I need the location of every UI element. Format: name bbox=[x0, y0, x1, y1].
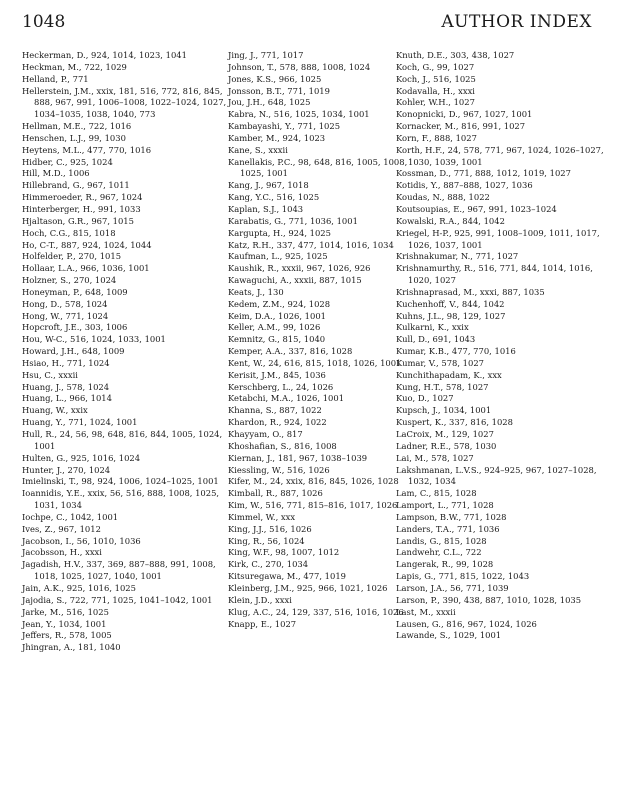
index-entry: Kemnitz, G., 815, 1040 bbox=[228, 334, 326, 345]
index-entry: Krishnaprasad, M., xxxi, 887, 1035 bbox=[396, 286, 545, 297]
index-entry: Kuchenhoff, V., 844, 1042 bbox=[396, 298, 505, 309]
index-column-3 bbox=[396, 50, 611, 642]
index-entry: Jacobson, I., 56, 1010, 1036 bbox=[22, 535, 141, 546]
index-entry: Kaplan, S.J., 1043 bbox=[228, 203, 304, 214]
index-entry: Jonsson, B.T., 771, 1019 bbox=[228, 85, 330, 96]
page-title: AUTHOR INDEX bbox=[441, 12, 592, 32]
index-entry: Hsu, C., xxxii bbox=[22, 369, 78, 380]
index-entry: Ives, Z., 967, 1012 bbox=[22, 523, 101, 534]
index-entry: Koch, G., 99, 1027 bbox=[396, 61, 475, 72]
index-entry: Landwehr, C.L., 722 bbox=[396, 547, 482, 558]
index-entry: Krishnamurthy, R., 516, 771, 844, 1014, 1016, 1020, 1027 bbox=[396, 263, 593, 286]
index-entry: Henschen, L.J., 99, 1030 bbox=[22, 132, 126, 143]
index-entry: Jeffers, R., 578, 1005 bbox=[22, 630, 112, 641]
index-entry: Jou, J.H., 648, 1025 bbox=[228, 97, 311, 108]
index-entry: Larson, P., 390, 438, 887, 1010, 1028, 1035 bbox=[396, 594, 582, 605]
index-entry: Jones, K.S., 966, 1025 bbox=[228, 73, 322, 84]
index-entry: Jean, Y., 1034, 1001 bbox=[22, 618, 107, 629]
index-entry: Jarke, M., 516, 1025 bbox=[22, 606, 109, 617]
index-entry: Kaufman, L., 925, 1025 bbox=[228, 251, 328, 262]
page-number: 1048 bbox=[22, 12, 66, 32]
index-entry: Landers, T.A., 771, 1036 bbox=[396, 523, 500, 534]
index-entry: Kumar, V., 578, 1027 bbox=[396, 357, 484, 368]
index-entry: Kitsuregawa, M., 477, 1019 bbox=[228, 571, 346, 582]
index-entry: King, J.J., 516, 1026 bbox=[228, 523, 312, 534]
index-entry: Hopcroft, J.E., 303, 1006 bbox=[22, 322, 128, 333]
index-entry: Huang, J., 578, 1024 bbox=[22, 381, 110, 392]
index-entry: Kabra, N., 516, 1025, 1034, 1001 bbox=[228, 109, 370, 120]
index-entry: Lam, C., 815, 1028 bbox=[396, 488, 477, 499]
index-entry: Heytens, M.L., 477, 770, 1016 bbox=[22, 144, 152, 155]
index-entry: Kossman, D., 771, 888, 1012, 1019, 1027 bbox=[396, 168, 571, 179]
index-entry: Hollaar, L.A., 966, 1036, 1001 bbox=[22, 263, 150, 274]
index-entry: Hoch, C.G., 815, 1018 bbox=[22, 227, 116, 238]
index-entry: Jajodia, S., 722, 771, 1025, 1041–1042, 1001 bbox=[22, 594, 213, 605]
index-entry: Lausen, G., 816, 967, 1024, 1026 bbox=[396, 618, 537, 629]
index-entry: Kiernan, J., 181, 967, 1038–1039 bbox=[228, 452, 368, 463]
index-entry: LaCroix, M., 129, 1027 bbox=[396, 429, 494, 439]
index-column-2 bbox=[228, 50, 415, 630]
index-entry: King, R., 56, 1024 bbox=[228, 535, 305, 546]
index-entry: Kambayashi, Y., 771, 1025 bbox=[228, 121, 341, 132]
index-entry: Karabatis, G., 771, 1036, 1001 bbox=[228, 215, 358, 226]
index-entry: Heckman, M., 722, 1029 bbox=[22, 61, 127, 72]
index-entry: Kamber, M., 924, 1023 bbox=[228, 132, 326, 143]
index-entry: Howard, J.H., 648, 1009 bbox=[22, 346, 125, 357]
index-entry: Kuspert, K., 337, 816, 1028 bbox=[396, 417, 513, 428]
index-entry: Kupsch, J., 1034, 1001 bbox=[396, 405, 492, 416]
index-entry: Kotidis, Y., 887–888, 1027, 1036 bbox=[396, 180, 533, 191]
index-entry: Kimball, R., 887, 1026 bbox=[228, 488, 323, 499]
index-entry: Helland, P., 771 bbox=[22, 73, 89, 84]
index-entry: Hulten, G., 925, 1016, 1024 bbox=[22, 452, 141, 463]
index-entry: Kemper, A.A., 337, 816, 1028 bbox=[228, 346, 353, 357]
index-entry: Landis, G., 815, 1028 bbox=[396, 535, 487, 546]
index-entry: Huang, Y., 771, 1024, 1001 bbox=[22, 417, 138, 428]
index-entry: Jhingran, A., 181, 1040 bbox=[22, 642, 121, 653]
index-entry: Himmeroeder, R., 967, 1024 bbox=[22, 192, 143, 203]
index-entry: Kornacker, M., 816, 991, 1027 bbox=[396, 121, 526, 132]
index-entry: Koudas, N., 888, 1022 bbox=[396, 192, 490, 203]
index-entry: Jacobsson, H., xxxi bbox=[22, 547, 102, 558]
index-entry: Kohler, W.H., 1027 bbox=[396, 97, 475, 108]
index-entry: Kodavalla, H., xxxi bbox=[396, 85, 475, 96]
index-entry: Kleinberg, J.M., 925, 966, 1021, 1026 bbox=[228, 582, 388, 593]
index-entry: Ladner, R.E., 578, 1030 bbox=[396, 440, 497, 451]
index-entry: Lakshmanan, L.V.S., 924–925, 967, 1027–1028, 1032, 1034 bbox=[396, 464, 597, 487]
index-entry: Kull, D., 691, 1043 bbox=[396, 334, 476, 345]
index-entry: Korth, H.F., 24, 578, 771, 967, 1024, 1026–1027, 1030, 1039, 1001 bbox=[396, 144, 604, 167]
index-entry: Keats, J., 130 bbox=[228, 286, 284, 297]
index-entry: Kunchithapadam, K., xxx bbox=[396, 369, 502, 380]
index-entry: Hinterberger, H., 991, 1033 bbox=[22, 203, 141, 214]
index-entry: Huang, W., xxix bbox=[22, 405, 88, 416]
index-entry: Hellerstein, J.M., xxix, 181, 516, 772, 816, 845, 888, 967, 991, 1006–1008, 1022–1024, 1027, 1034–1035, 1038, 1040, 773 bbox=[22, 85, 227, 120]
index-entry: Jagadish, H.V., 337, 369, 887–888, 991, 1008, 1018, 1025, 1027, 1040, 1001 bbox=[22, 559, 216, 582]
index-entry: Kedem, Z.M., 924, 1028 bbox=[228, 298, 331, 309]
index-entry: Lamport, L., 771, 1028 bbox=[396, 500, 494, 511]
index-entry: Ketabchi, M.A., 1026, 1001 bbox=[228, 393, 345, 404]
index-entry: Kifer, M., 24, xxix, 816, 845, 1026, 1028 bbox=[228, 476, 399, 487]
index-entry: Lapis, G., 771, 815, 1022, 1043 bbox=[396, 571, 530, 582]
index-entry: Knuth, D.E., 303, 438, 1027 bbox=[396, 50, 515, 60]
index-entry: Khayyam, O., 817 bbox=[228, 429, 303, 439]
index-entry: Hjaltason, G.R., 967, 1015 bbox=[22, 215, 134, 226]
index-column-1 bbox=[22, 50, 227, 654]
index-entry: Kawaguchi, A., xxxii, 887, 1015 bbox=[228, 275, 362, 286]
index-entry: Kent, W., 24, 616, 815, 1018, 1026, 1001 bbox=[228, 357, 402, 368]
index-columns bbox=[0, 50, 618, 795]
index-entry: Kulkarni, K., xxix bbox=[396, 322, 469, 333]
index-entry: Kane, S., xxxii bbox=[228, 144, 288, 155]
index-entry: Holzner, S., 270, 1024 bbox=[22, 275, 117, 286]
index-entry: Hidber, C., 925, 1024 bbox=[22, 156, 113, 167]
index-entry: Langerak, R., 99, 1028 bbox=[396, 559, 494, 570]
index-entry: Klein, J.D., xxxi bbox=[228, 594, 292, 605]
index-entry: Kirk, C., 270, 1034 bbox=[228, 559, 309, 570]
index-entry: Johnson, T., 578, 888, 1008, 1024 bbox=[228, 61, 371, 72]
index-entry: Krishnakumar, N., 771, 1027 bbox=[396, 251, 519, 262]
index-entry: Keller, A.M., 99, 1026 bbox=[228, 322, 321, 333]
index-entry: Larson, J.A., 56, 771, 1039 bbox=[396, 582, 509, 593]
index-entry: Khoshafian, S., 816, 1008 bbox=[228, 440, 337, 451]
index-entry: Iochpe, C., 1042, 1001 bbox=[22, 511, 119, 522]
index-entry: Kriegel, H-P., 925, 991, 1008–1009, 1011, 1017, 1026, 1037, 1001 bbox=[396, 227, 600, 250]
index-entry: Honeyman, P., 648, 1009 bbox=[22, 286, 128, 297]
index-entry: Konopnicki, D., 967, 1027, 1001 bbox=[396, 109, 533, 120]
index-entry: Heckerman, D., 924, 1014, 1023, 1041 bbox=[22, 50, 187, 60]
index-entry: Khanna, S., 887, 1022 bbox=[228, 405, 322, 416]
index-entry: Kiessling, W., 516, 1026 bbox=[228, 464, 330, 475]
index-entry: Hou, W-C., 516, 1024, 1033, 1001 bbox=[22, 334, 166, 345]
index-entry: Lampson, B.W., 771, 1028 bbox=[396, 511, 507, 522]
index-entry: Koutsoupias, E., 967, 991, 1023–1024 bbox=[396, 203, 557, 214]
index-entry: Kim, W., 516, 771, 815–816, 1017, 1026 bbox=[228, 500, 398, 511]
index-entry: Kung, H.T., 578, 1027 bbox=[396, 381, 489, 392]
index-entry: Kanellakis, P.C., 98, 648, 816, 1005, 1008, 1025, 1001 bbox=[228, 156, 408, 179]
index-entry: King, W.F., 98, 1007, 1012 bbox=[228, 547, 340, 558]
index-entry: Knapp, E., 1027 bbox=[228, 618, 297, 629]
index-entry: Ho, C-T., 887, 924, 1024, 1044 bbox=[22, 239, 152, 250]
index-entry: Jain, A.K., 925, 1016, 1025 bbox=[22, 582, 136, 593]
index-entry: Kowalski, R.A., 844, 1042 bbox=[396, 215, 505, 226]
index-entry: Huang, L., 966, 1014 bbox=[22, 393, 112, 404]
index-entry: Hillebrand, G., 967, 1011 bbox=[22, 180, 130, 191]
index-entry: Khardon, R., 924, 1022 bbox=[228, 417, 327, 428]
index-entry: Ioannidis, Y.E., xxix, 56, 516, 888, 1008, 1025, 1031, 1034 bbox=[22, 488, 220, 511]
index-entry: Keim, D.A., 1026, 1001 bbox=[228, 310, 326, 321]
index-entry: Korn, F., 888, 1027 bbox=[396, 132, 477, 143]
index-entry: Kimmel, W., xxx bbox=[228, 511, 296, 522]
index-entry: Holfelder, P., 270, 1015 bbox=[22, 251, 122, 262]
index-entry: Last, M., xxxii bbox=[396, 606, 456, 617]
index-entry: Hong, D., 578, 1024 bbox=[22, 298, 108, 309]
index-entry: Klug, A.C., 24, 129, 337, 516, 1016, 1026 bbox=[228, 606, 404, 617]
index-entry: Hsiao, H., 771, 1024 bbox=[22, 357, 110, 368]
index-entry: Imielinski, T., 98, 924, 1006, 1024–1025, 1001 bbox=[22, 476, 219, 487]
index-entry: Lawande, S., 1029, 1001 bbox=[396, 630, 502, 641]
index-entry: Hong, W., 771, 1024 bbox=[22, 310, 109, 321]
index-entry: Hellman, M.E., 722, 1016 bbox=[22, 121, 132, 132]
index-entry: Kerschberg, L., 24, 1026 bbox=[228, 381, 334, 392]
index-entry: Katz, R.H., 337, 477, 1014, 1016, 1034 bbox=[228, 239, 394, 250]
index-entry: Jing, J., 771, 1017 bbox=[228, 50, 304, 60]
index-entry: Kuo, D., 1027 bbox=[396, 393, 454, 404]
index-entry: Kerisit, J.M., 845, 1036 bbox=[228, 369, 326, 380]
index-entry: Kang, Y.C., 516, 1025 bbox=[228, 192, 320, 203]
index-entry: Kumar, K.B., 477, 770, 1016 bbox=[396, 346, 516, 357]
index-entry: Lai, M., 578, 1027 bbox=[396, 452, 474, 463]
index-entry: Kang, J., 967, 1018 bbox=[228, 180, 309, 191]
index-entry: Kaushik, R., xxxii, 967, 1026, 926 bbox=[228, 263, 371, 274]
index-entry: Koch, J., 516, 1025 bbox=[396, 73, 476, 84]
index-entry: Hull, R., 24, 56, 98, 648, 816, 844, 1005, 1024, 1001 bbox=[22, 429, 223, 451]
index-entry: Kargupta, H., 924, 1025 bbox=[228, 227, 331, 238]
index-entry: Hill, M.D., 1006 bbox=[22, 168, 90, 179]
index-entry: Hunter, J., 270, 1024 bbox=[22, 464, 111, 475]
index-entry: Kuhns, J.L., 98, 129, 1027 bbox=[396, 310, 506, 321]
